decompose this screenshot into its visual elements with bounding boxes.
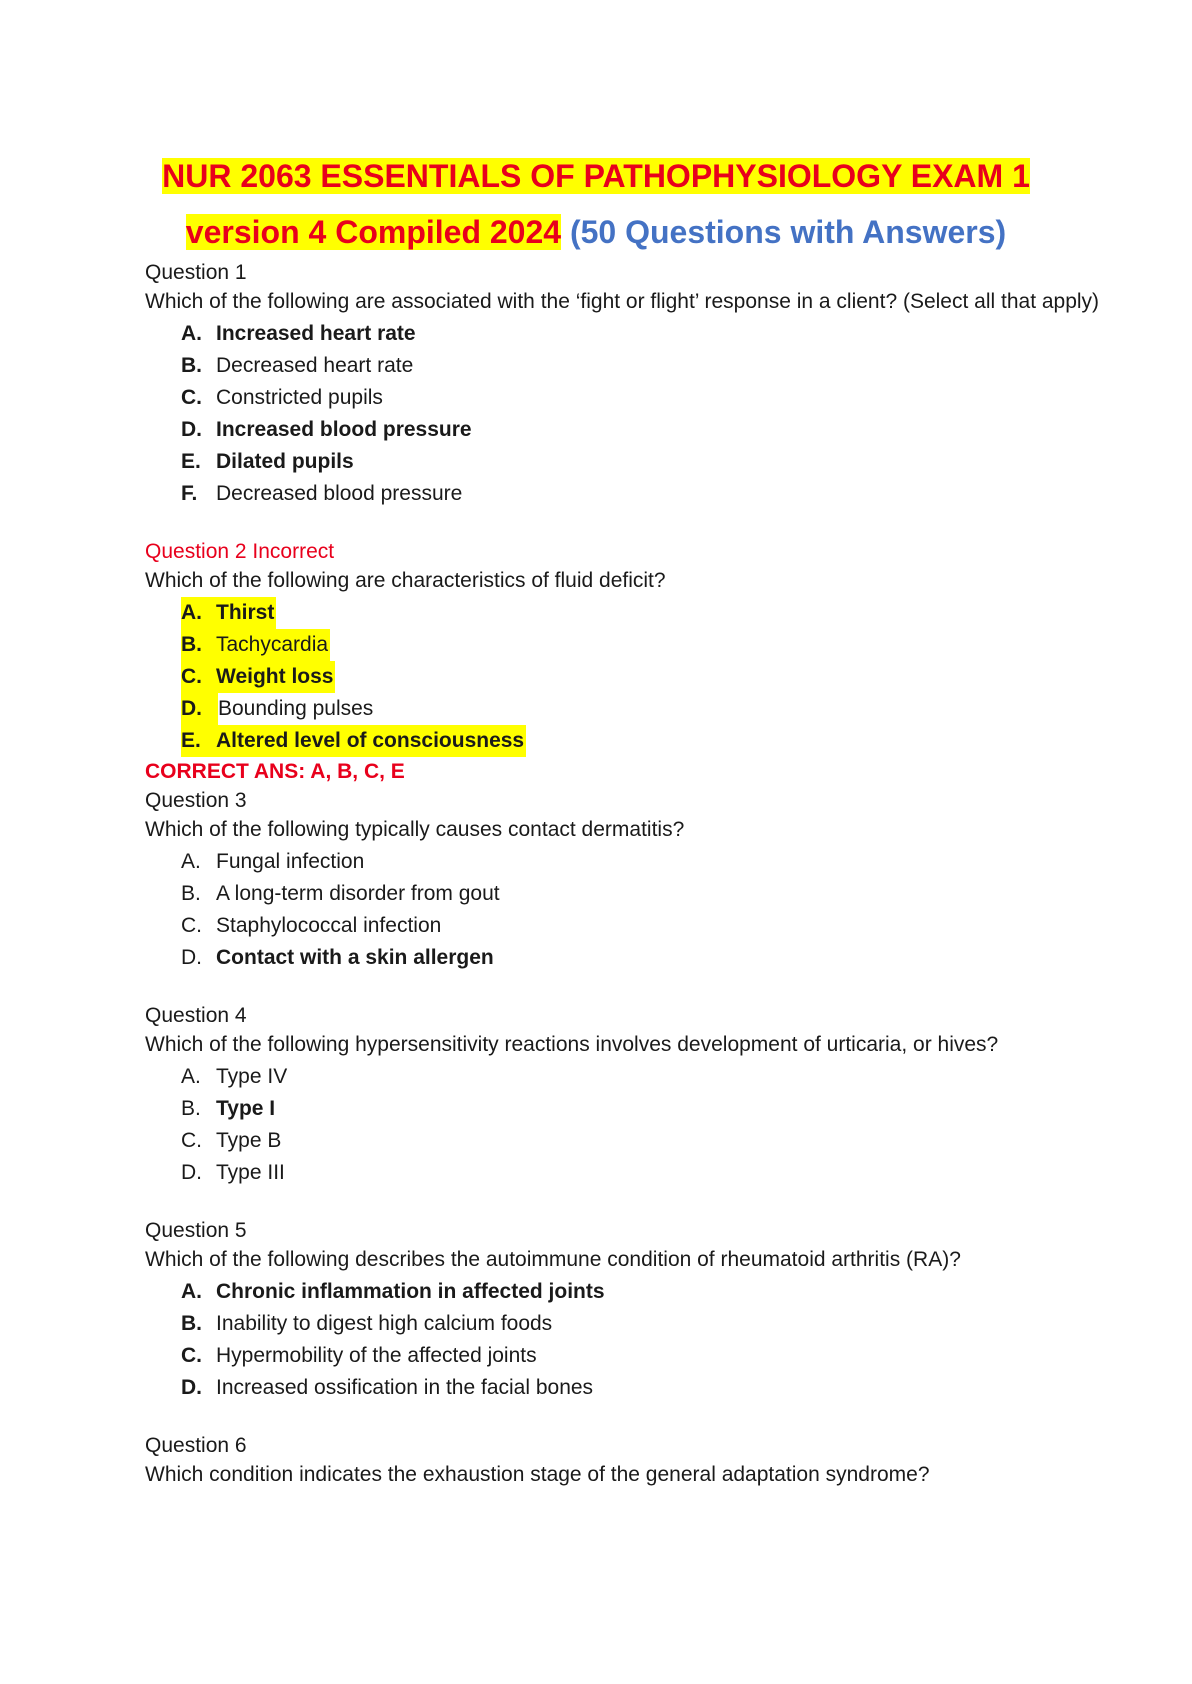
- option-d: D. Increased ossification in the facial bones: [181, 1376, 594, 1399]
- question-text: Which of the following are characteristics of fluid deficit?: [145, 569, 666, 592]
- correct-answer: CORRECT ANS: A, B, C, E: [145, 760, 405, 783]
- option-a: A. Chronic inflammation in affected joints: [181, 1280, 605, 1303]
- option-c: C. Staphylococcal infection: [181, 914, 442, 937]
- title-line-2-highlight: version 4 Compiled 2024: [185, 214, 562, 250]
- question-text: Which of the following are associated with the ‘fight or flight’ response in a client? (Select all that apply): [145, 290, 1100, 313]
- title-line-2-rest: (50 Questions with Answers): [561, 214, 1007, 250]
- option-b: B. Inability to digest high calcium foods: [181, 1312, 553, 1335]
- title-line-1: NUR 2063 ESSENTIALS OF PATHOPHYSIOLOGY EXAM 1: [162, 158, 1030, 194]
- question-2: [145, 537, 1105, 786]
- question-text: Which of the following typically causes contact dermatitis?: [145, 818, 685, 841]
- question-label: Question 2 Incorrect: [145, 540, 335, 563]
- document-title: [0, 148, 1192, 260]
- question-label: Question 5: [145, 1219, 247, 1242]
- questions-list: [145, 258, 1105, 1489]
- question-6: [145, 1431, 1105, 1489]
- option-c: C. Hypermobility of the affected joints: [181, 1344, 537, 1367]
- question-label: Question 3: [145, 789, 247, 812]
- question-1: [145, 258, 1105, 510]
- question-label: Question 1: [145, 261, 247, 284]
- option-list: [145, 1061, 1105, 1189]
- question-text: Which condition indicates the exhaustion stage of the general adaptation syndrome?: [145, 1463, 930, 1486]
- option-d: D. Type III: [181, 1161, 285, 1184]
- option-e: E. Altered level of consciousness: [181, 725, 1105, 757]
- option-d: D. Contact with a skin allergen: [181, 946, 494, 969]
- option-b: B. A long-term disorder from gout: [181, 882, 500, 905]
- option-a: A. Increased heart rate: [181, 322, 416, 345]
- question-4: [145, 1001, 1105, 1189]
- option-b: B. Tachycardia: [181, 629, 1105, 661]
- question-label: Question 6: [145, 1434, 247, 1457]
- option-a: A. Type IV: [181, 1065, 288, 1088]
- option-a: A. Fungal infection: [181, 850, 365, 873]
- option-list: [145, 597, 1105, 757]
- option-b: B. Decreased heart rate: [181, 354, 414, 377]
- question-text: Which of the following hypersensitivity reactions involves development of urticaria, or hives?: [145, 1033, 999, 1056]
- option-c: C. Type B: [181, 1129, 282, 1152]
- option-c: C. Constricted pupils: [181, 386, 383, 409]
- option-b: B. Type I: [181, 1097, 276, 1120]
- option-d: D. Bounding pulses: [181, 693, 1105, 725]
- option-d: D. Increased blood pressure: [181, 418, 472, 441]
- option-list: [145, 318, 1105, 510]
- option-c: C. Weight loss: [181, 661, 1105, 693]
- question-3: [145, 786, 1105, 974]
- option-e: E. Dilated pupils: [181, 450, 354, 473]
- question-label: Question 4: [145, 1004, 247, 1027]
- option-f: F. Decreased blood pressure: [181, 482, 463, 505]
- option-list: [145, 1276, 1105, 1404]
- question-5: [145, 1216, 1105, 1404]
- option-a: A. Thirst: [181, 597, 1105, 629]
- question-text: Which of the following describes the autoimmune condition of rheumatoid arthritis (RA)?: [145, 1248, 961, 1271]
- option-list: [145, 846, 1105, 974]
